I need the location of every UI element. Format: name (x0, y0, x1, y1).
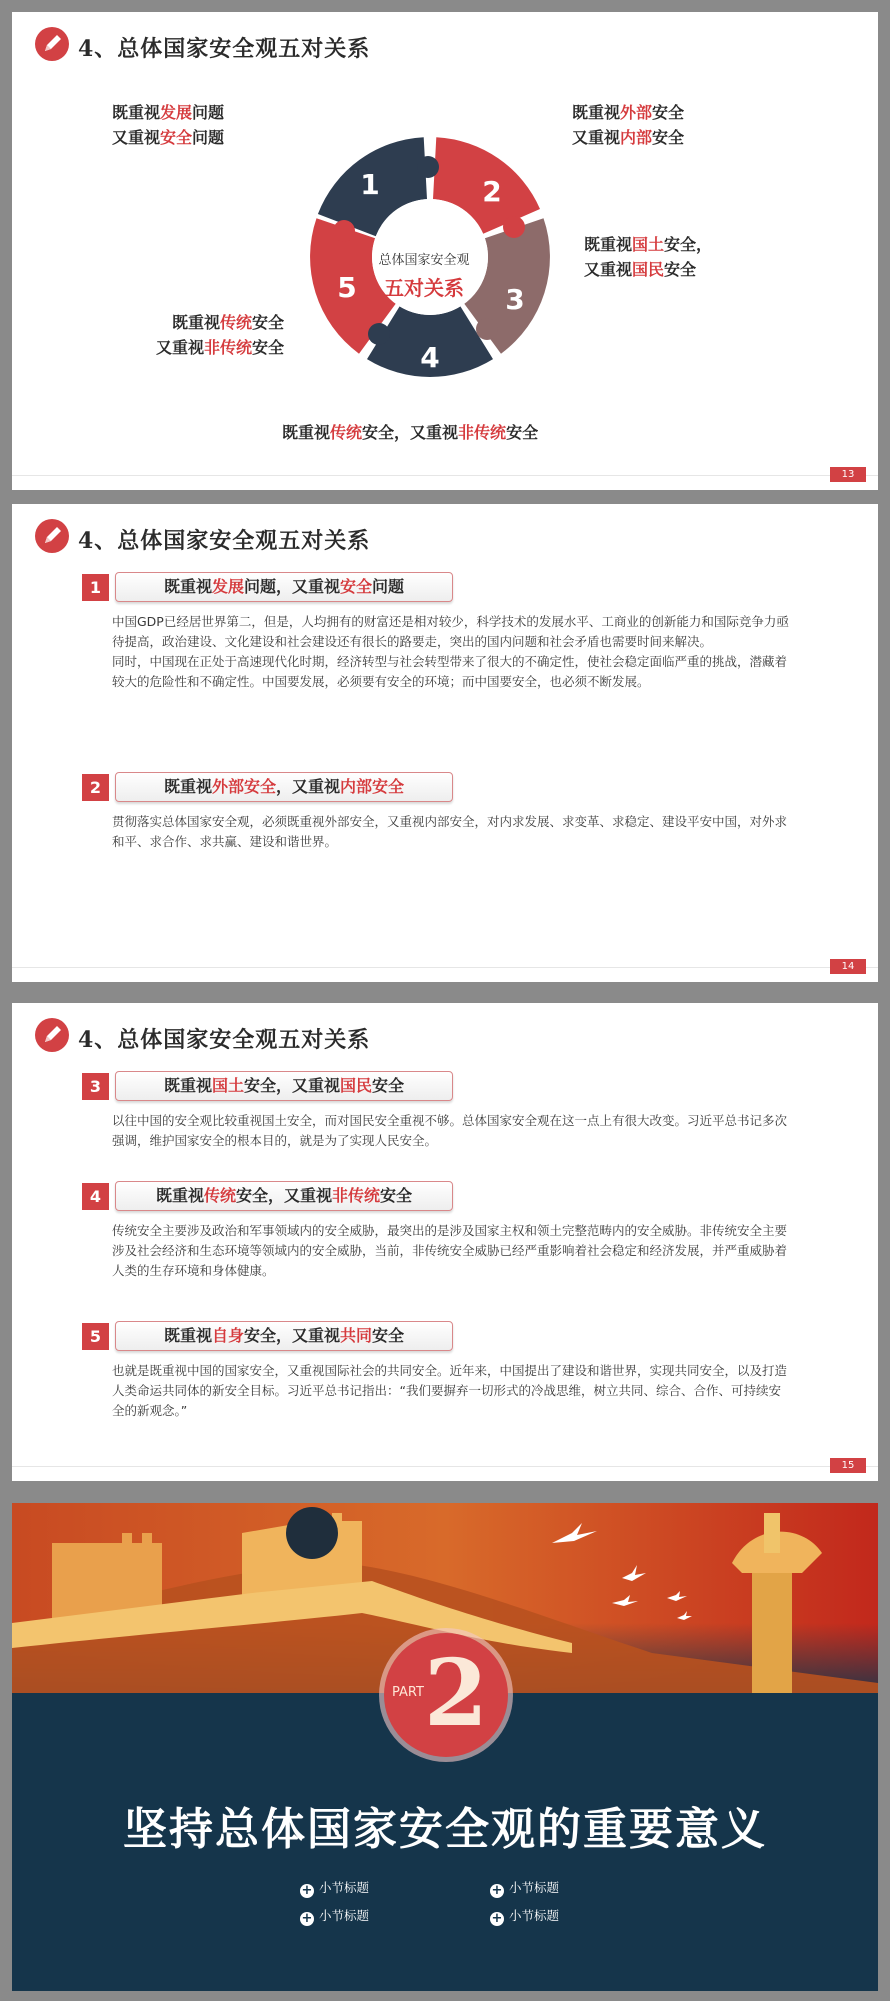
plus-circle-icon: + (301, 1883, 313, 1898)
section-body-5: 也就是既重视中国的国家安全，又重视国际社会的共同安全。近年来，中国提出了建设和谐世界，实现共同安全，以及打造人类命运共同体的新安全目标。习近平总书记指出：“我们要摒弃一切形式的冷战思维，树立共同、综合、合作、可持续安全的新观念。” (112, 1363, 788, 1418)
part-number-badge (378, 1627, 514, 1763)
subsection-link-4[interactable]: + 小节标题 (491, 1908, 560, 1926)
plus-circle-icon: + (491, 1911, 503, 1926)
page-number: 14 (830, 959, 866, 974)
section-body-2: 贯彻落实总体国家安全观，必须既重视外部安全，又重视内部安全，对内求发展、求变革、求稳定、建设平安中国，对外求和平、求合作、求共赢、建设和谐世界。 (112, 814, 788, 849)
slide-title: 4、总体国家安全观五对关系 (78, 1027, 371, 1053)
footer-line (12, 1466, 878, 1467)
footer-line (12, 475, 878, 476)
section-number: 2 (82, 774, 109, 801)
relation-label-1: 既重视发展问题 又重视安全问题 (112, 103, 225, 147)
subsection-link-1[interactable]: + 小节标题 (301, 1880, 370, 1898)
wheel-num-1: 1 (360, 168, 380, 201)
section-title: 既重视外部安全，又重视内部安全 (115, 772, 453, 802)
slide-13 (12, 12, 878, 490)
part-label: PART (392, 1685, 424, 1700)
wheel-num-5: 5 (337, 271, 357, 304)
section-title: 既重视国土安全，又重视国民安全 (115, 1071, 453, 1101)
page-number: 13 (830, 467, 866, 482)
relation-label-5: 既重视传统安全 又重视非传统安全 (156, 313, 285, 357)
wheel-center-title: 五对关系 (384, 276, 464, 300)
pencil-badge-icon (34, 26, 70, 62)
section-number: 1 (82, 574, 109, 601)
slide-title: 4、总体国家安全观五对关系 (78, 528, 371, 554)
plus-circle-icon: + (301, 1911, 313, 1926)
section-number: 3 (82, 1073, 109, 1100)
wheel-num-2: 2 (482, 175, 502, 208)
section-title: 既重视自身安全，又重视共同安全 (115, 1321, 453, 1351)
pencil-badge-icon (34, 1017, 70, 1053)
section-title: 既重视传统安全，又重视非传统安全 (115, 1181, 453, 1211)
page-number: 15 (830, 1458, 866, 1473)
wheel-num-3: 3 (505, 283, 525, 316)
part-number: 2 (424, 1639, 489, 1747)
section-number: 5 (82, 1323, 109, 1350)
part-cover-slide (12, 1503, 878, 1991)
section-body-4: 传统安全主要涉及政治和军事领域内的安全威胁，最突出的是涉及国家主权和领土完整范畴内的安全威胁。非传统安全主要涉及社会经济和生态环境等领域内的安全威胁，当前，非传统安全威胁已经严重影响着社会稳定和经济发展，并严重威胁着人类的生存环境和身体健康。 (112, 1223, 788, 1278)
slide-title: 4、总体国家安全观五对关系 (78, 36, 371, 62)
plus-circle-icon: + (491, 1883, 503, 1898)
subsection-link-2[interactable]: + 小节标题 (491, 1880, 560, 1898)
relation-label-3: 既重视国土安全， 又重视国民安全 (584, 235, 713, 279)
wheel-center-caption: 总体国家安全观 (378, 253, 470, 268)
section-number: 4 (82, 1183, 109, 1210)
footer-line (12, 967, 878, 968)
section-body-1: 中国GDP已经居世界第二，但是，人均拥有的财富还是相对较少，科学技术的发展水平、工商业的创新能力和国际竞争力亟待提高，政治建设、文化建设和社会建设还有很长的路要走，突出的国内问题和社会矛盾也需要时间来解决。 同时，中国现在正处于高速现代化时期，经济转型与社会转型带来了很大的不确定性，使社会稳定面临严重的挑战，潜藏着较大的危险性和不确定性。中国要发展，必须要有安全的环境；而中国要安全，也必须不断发展。 (112, 614, 789, 689)
section-body-3: 以往中国的安全观比较重视国土安全，而对国民安全重视不够。总体国家安全观在这一点上有很大改变。习近平总书记多次强调，维护国家安全的根本目的，就是为了实现人民安全。 (112, 1113, 788, 1148)
relation-label-4: 既重视传统安全，又重视非传统安全 (282, 423, 539, 442)
wheel-num-4: 4 (420, 341, 440, 374)
slide-14 (12, 504, 878, 982)
pencil-badge-icon (34, 518, 70, 554)
relation-label-2: 既重视外部安全 又重视内部安全 (572, 103, 685, 147)
subsection-link-3[interactable]: + 小节标题 (301, 1908, 370, 1926)
part-title: 坚持总体国家安全观的重要意义 (123, 1804, 767, 1855)
slide-15 (12, 1003, 878, 1481)
section-title: 既重视发展问题，又重视安全问题 (115, 572, 453, 602)
